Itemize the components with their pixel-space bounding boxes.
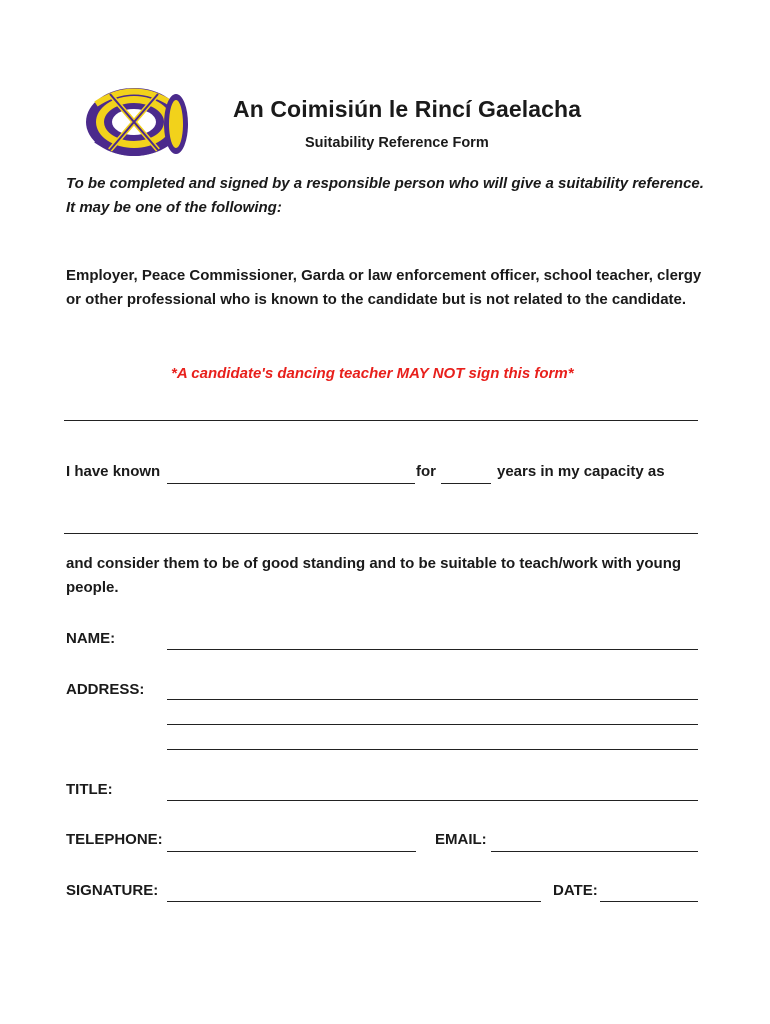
- blank-line[interactable]: [64, 420, 698, 421]
- date-label: DATE:: [553, 882, 598, 899]
- form-subtitle: Suitability Reference Form: [305, 135, 489, 151]
- date-field[interactable]: [600, 901, 698, 902]
- address-field-line-2[interactable]: [167, 724, 698, 725]
- email-field[interactable]: [491, 851, 698, 852]
- signature-field[interactable]: [167, 901, 541, 902]
- years-field[interactable]: [441, 483, 491, 484]
- logo: [76, 74, 196, 166]
- warning-text: *A candidate's dancing teacher MAY NOT sign this form*: [171, 365, 574, 382]
- for-label: for: [416, 463, 436, 480]
- known-prefix-text: I have known: [66, 463, 161, 480]
- name-label: NAME:: [66, 630, 116, 647]
- telephone-field[interactable]: [167, 851, 416, 852]
- email-label: EMAIL:: [435, 831, 487, 848]
- celtic-knot-logo-icon: [76, 74, 196, 166]
- address-label: ADDRESS:: [66, 681, 145, 698]
- title-label: TITLE:: [66, 781, 113, 798]
- known-name-field[interactable]: [167, 483, 415, 484]
- address-field-line-1[interactable]: [167, 699, 698, 700]
- name-field[interactable]: [167, 649, 698, 650]
- standing-text: and consider them to be of good standing and to be suitable to teach/work with young people.: [66, 555, 682, 596]
- eligible-referees-text: Employer, Peace Commissioner, Garda or law enforcement officer, school teacher, clergy or other professional who is known to the candidate but is not related to the candidate.: [66, 267, 702, 308]
- telephone-label: TELEPHONE:: [66, 831, 163, 848]
- address-field-line-3[interactable]: [167, 749, 698, 750]
- signature-label: SIGNATURE:: [66, 882, 159, 899]
- instructions-text: To be completed and signed by a responsible person who will give a suitability reference. It may be one of the following:: [66, 175, 704, 216]
- years-capacity-label: years in my capacity as: [497, 463, 665, 480]
- capacity-field[interactable]: [64, 533, 698, 534]
- title-field[interactable]: [167, 800, 698, 801]
- page-title: An Coimisiún le Rincí Gaelacha: [233, 96, 582, 122]
